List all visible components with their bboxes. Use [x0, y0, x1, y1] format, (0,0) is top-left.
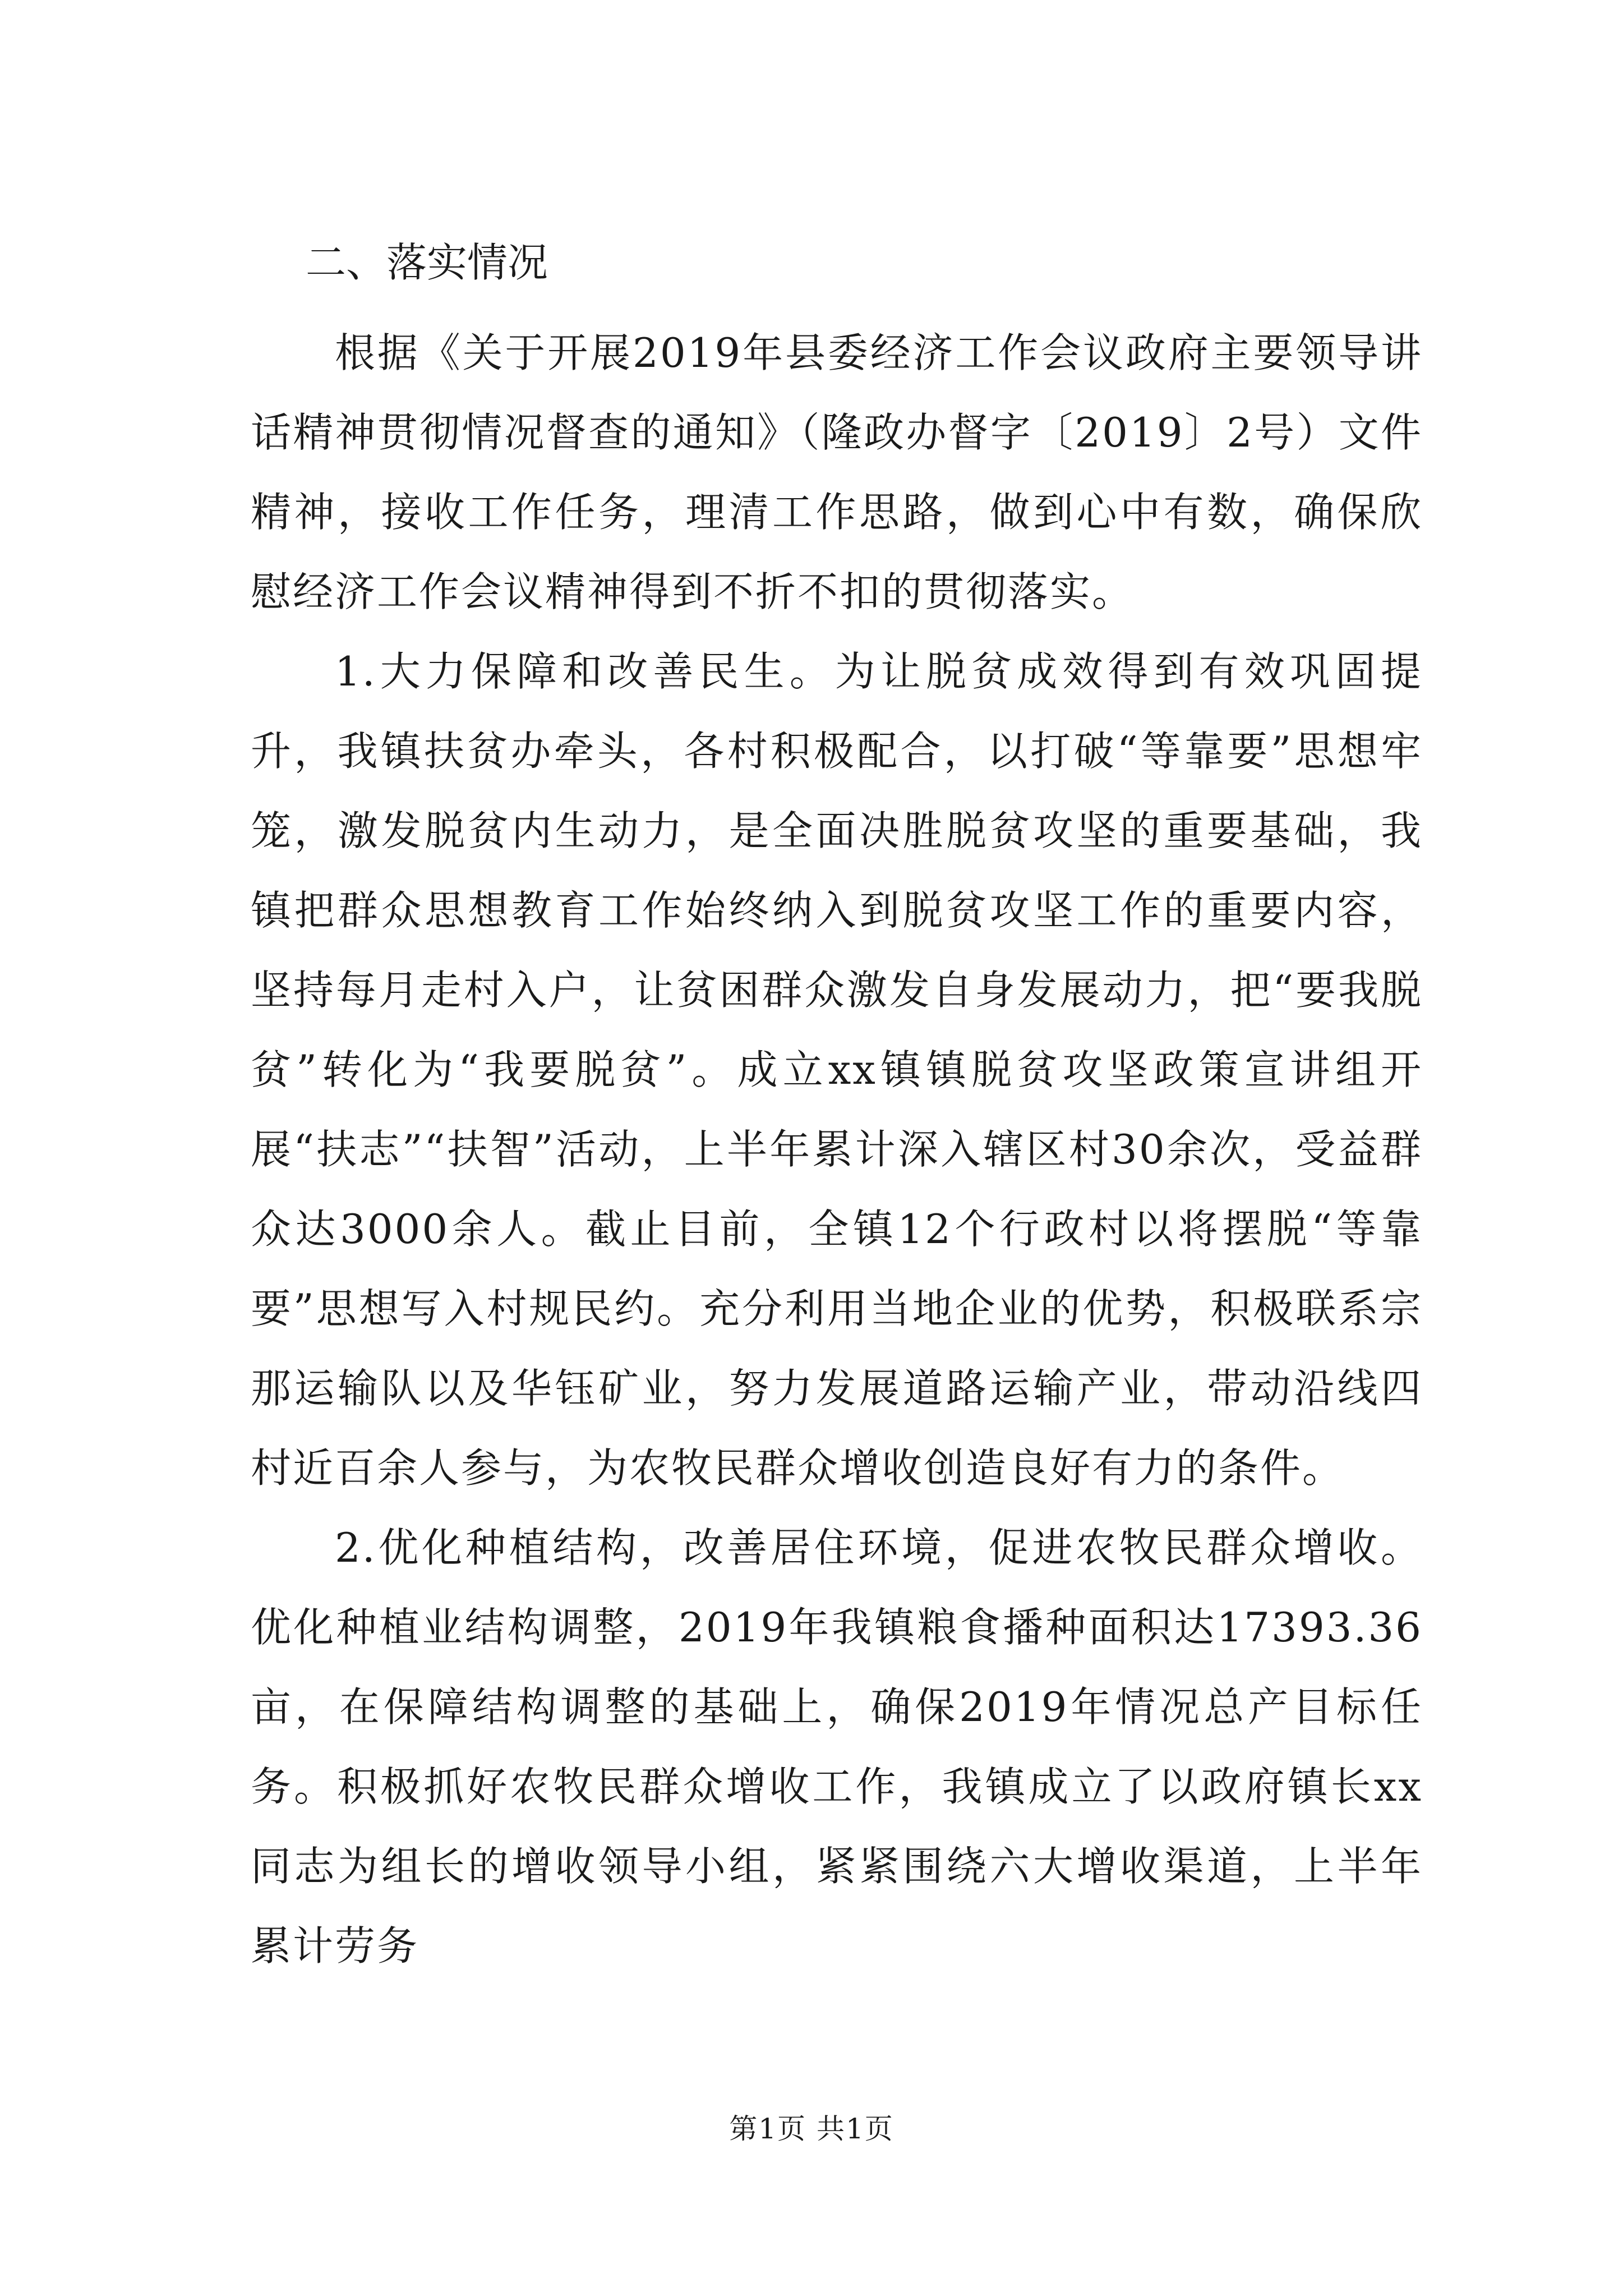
section-heading: 二、落实情况: [306, 239, 548, 286]
page-footer: 第1页 共1页: [729, 2113, 894, 2145]
paragraph-item-1: 1.大力保障和改善民生。为让脱贫成效得到有效巩固提升，我镇扶贫办牵头，各村积极配合，以打破“等靠要”思想牢笼，激发脱贫内生动力，是全面决胜脱贫攻坚的重要基础，我镇把群众思想教育工作始终纳入到脱贫攻坚工作的重要内容，坚持每月走村入户，让贫困群众激发自身发展动力，把“要我脱贫”转化为“我要脱贫”。成立xx镇镇脱贫攻坚政策宣讲组开展“扶志”“扶智”活动，上半年累计深入辖区村30余次，受益群众达3000余人。截止目前，全镇12个行政村以将摆脱“等靠要”思想写入村规民约。充分利用当地企业的优势，积极联系宗那运输队以及华钰矿业，努力发展道路运输产业，带动沿线四村近百余人参与，为农牧民群众增收创造良好有力的条件。: [251, 648, 1423, 1492]
paragraph-item-2: 2.优化种植结构，改善居住环境，促进农牧民群众增收。优化种植业结构调整，2019年我镇粮食播种面积达17393.36亩，在保障结构调整的基础上，确保2019年情况总产目标任务。积极抓好农牧民群众增收工作，我镇成立了以政府镇长xx同志为组长的增收领导小组，紧紧围绕六大增收渠道，上半年累计劳务: [251, 1524, 1423, 1970]
paragraph-intro: 根据《关于开展2019年县委经济工作会议政府主要领导讲话精神贯彻情况督查的通知》（隆政办督字〔2019〕2号）文件精神，接收工作任务，理清工作思路，做到心中有数，确保欣慰经济工作会议精神得到不折不扣的贯彻落实。: [251, 329, 1423, 615]
document-body: [251, 234, 1423, 1986]
